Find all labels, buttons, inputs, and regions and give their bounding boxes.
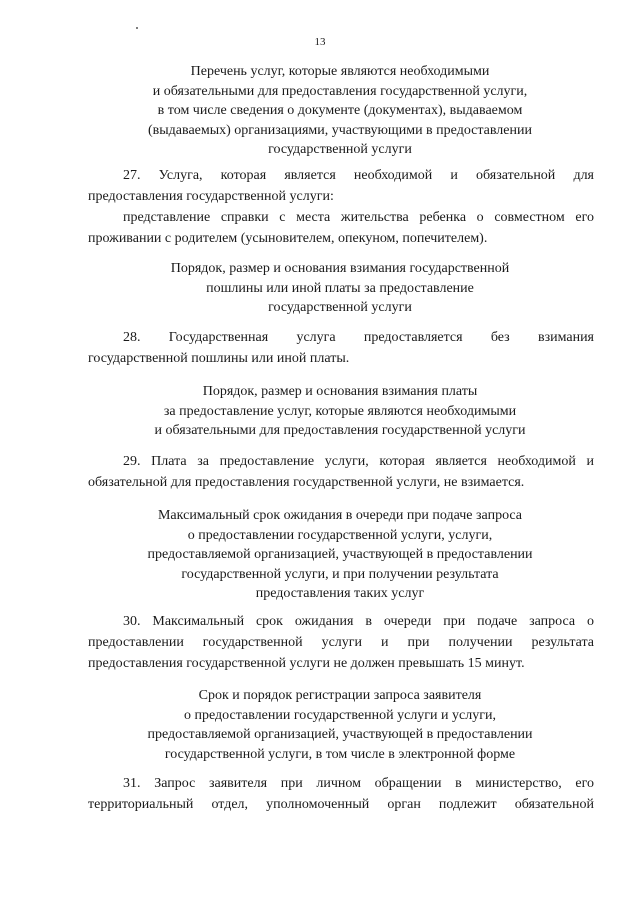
heading-line: Максимальный срок ожидания в очереди при подаче запроса [157,508,523,523]
heading-line: за предоставление услуг, которые являются необходимыми [163,403,517,419]
heading-line: Перечень услуг, которые являются необходимыми [190,64,490,79]
heading-line: предоставляемой организацией, участвующей в предоставлении [147,547,533,562]
section-heading-registration [80,686,600,764]
heading-line: в том числе сведения о документе (документах), выдаваемом [157,103,523,118]
paragraph-line: проживании с родителем (усыновителем, опекуном, попечителем). [88,231,488,246]
heading-line: и обязательными для предоставления государственной услуги [154,423,526,438]
heading-line: Срок и порядок регистрации запроса заявителя [198,688,482,703]
paragraph-line: 29. Плата за предоставление услуги, которая является необходимой и [123,454,594,469]
paragraph-line: государственной пошлины или иной платы. [88,351,350,366]
paragraph-line: территориальный отдел, уполномоченный орган подлежит обязательной [88,797,594,812]
scan-speck [136,27,138,29]
section-heading-fee [80,382,600,441]
heading-line: Порядок, размер и основания взимания государственной [170,261,510,276]
paragraph-line: 27. Услуга, которая является необходимой и обязательной для [123,168,594,183]
paragraph-28 [88,327,594,369]
paragraph-30 [88,611,594,674]
heading-line: о предоставлении государственной услуги, услуги, [187,527,493,543]
paragraph-line: предоставления государственной услуги: [88,189,334,204]
heading-line: государственной услуги [268,300,412,315]
paragraph-31 [88,773,594,815]
paragraph-line: 31. Запрос заявителя при личном обращении в министерство, его [123,776,594,791]
section-heading-state-duty [80,259,600,318]
page-number: 13 [314,36,326,48]
heading-line: государственной услуги, и при получении результата [181,566,499,582]
heading-line: предоставления таких услуг [255,586,425,601]
section-heading-services-list [80,62,600,160]
heading-line: о предоставлении государственной услуги и услуги, [184,707,496,723]
heading-line: и обязательными для предоставления государственной услуги, [152,83,528,99]
paragraph-line: 30. Максимальный срок ожидания в очереди при подаче запроса о [123,614,594,629]
paragraph-line: 28. Государственная услуга предоставляется без взимания [123,330,594,345]
paragraph-27 [88,165,594,249]
heading-line: (выдаваемых) организациями, участвующими в предоставлении [148,122,532,138]
heading-line: государственной услуги, в том числе в электронной форме [164,746,516,762]
paragraph-line: обязательной для предоставления государственной услуги, не взимается. [88,475,525,490]
heading-line: государственной услуги [268,142,412,157]
paragraph-line: предоставлении государственной услуги и при получении результата [88,635,594,650]
heading-line: предоставляемой организацией, участвующей в предоставлении [147,727,533,742]
heading-line: Порядок, размер и основания взимания платы [202,384,478,399]
paragraph-line: предоставления государственной услуги не должен превышать 15 минут. [88,656,525,671]
heading-line: пошлины или иной платы за предоставление [206,280,474,296]
paragraph-29 [88,451,594,493]
paragraph-line: представление справки с места жительства ребенка о совместном его [123,210,594,225]
section-heading-queue-time [80,506,600,604]
